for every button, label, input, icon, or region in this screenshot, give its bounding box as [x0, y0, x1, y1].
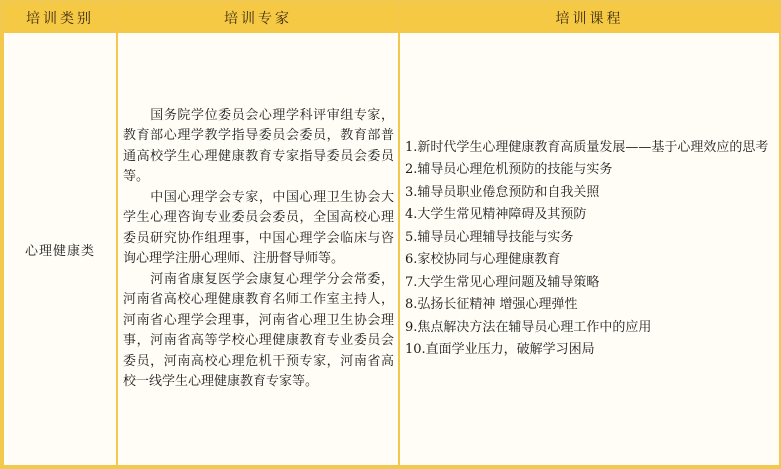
course-item-4: 4.大学生常见精神障碍及其预防	[405, 207, 587, 222]
header-experts: 培训专家	[117, 3, 399, 32]
table-row	[3, 32, 780, 466]
header-category: 培训类别	[3, 3, 117, 32]
training-table	[2, 2, 781, 467]
course-item-3: 3.辅导员职业倦怠预防和自我关照	[405, 184, 600, 200]
course-item-8: 8.弘扬长征精神 增强心理弹性	[405, 297, 578, 312]
category-cell: 心理健康类	[3, 32, 117, 466]
course-item-2: 2.辅导员心理危机预防的技能与实务	[405, 162, 613, 177]
course-item-7: 7.大学生常见心理问题及辅导策略	[405, 274, 600, 290]
course-item-9: 9.焦点解决方法在辅导员心理工作中的应用	[405, 319, 652, 335]
expert-paragraph-3: 河南省康复医学会康复心理学分会常委，河南省高校心理健康教育名师工作室主持人，河南省心理学会理事，河南省心理卫生协会理事，河南省高等学校心理健康教育专业委员会委员，河南高校心理危机干预专家，河南省高校一线学生心理健康教育专家等。	[123, 271, 394, 389]
course-item-6: 6.家校协同与心理健康教育	[405, 252, 561, 267]
course-item-1: 1.新时代学生心理健康教育高质量发展——基于心理效应的思考	[405, 139, 769, 155]
courses-cell	[399, 32, 780, 466]
course-list	[405, 137, 773, 362]
header-courses: 培训课程	[399, 3, 780, 32]
course-item-5: 5.辅导员心理辅导技能与实务	[405, 229, 574, 245]
experts-cell	[117, 32, 399, 466]
table-header-row	[3, 3, 780, 32]
course-item-10: 10.直面学业压力，破解学习困局	[405, 342, 595, 357]
expert-paragraph-2: 中国心理学会专家，中国心理卫生协会大学生心理咨询专业委员会委员，全国高校心理委员研究协作组理事，中国心理学会临床与咨询心理学注册心理师、注册督导师等。	[123, 189, 394, 266]
expert-paragraph-1: 国务院学位委员会心理学科评审组专家，教育部心理学教学指导委员会委员，教育部普通高校学生心理健康教育专家指导委员会委员等。	[123, 107, 394, 184]
